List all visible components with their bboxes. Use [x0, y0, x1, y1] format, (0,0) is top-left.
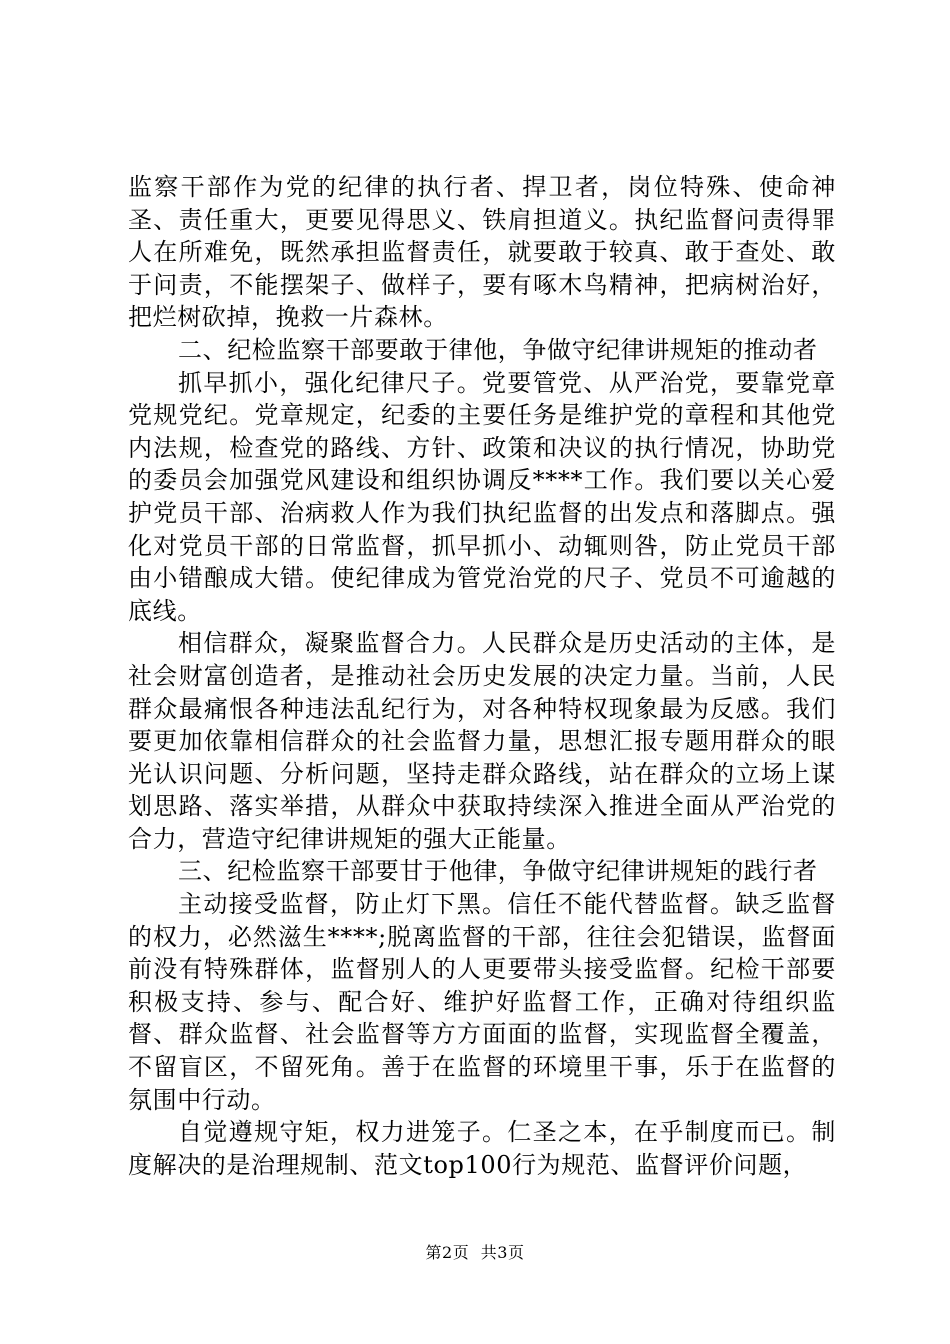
- page-footer: [0, 1243, 950, 1263]
- section-heading: 三、纪检监察干部要甘于他律，争做守纪律讲规矩的践行者: [178, 857, 818, 886]
- paragraph: 抓早抓小，强化纪律尺子。党要管党、从严治党，要靠党章党规党纪。党章规定，纪委的主要任务是维护党的章程和其他党内法规，检查党的路线、方针、政策和决议的执行情况，协助党的委员会加强党风建设和组织协调反****工作。我们要以关心爱护党员干部、治病救人作为我们执纪监督的出发点和落脚点。强化对党员干部的日常监督，抓早抓小、动辄则咎，防止党员干部由小错酿成大错。使纪律成为管党治党的尺子、党员不可逾越的底线。: [128, 368, 836, 625]
- page-total: 共3页: [480, 1243, 525, 1262]
- paragraph: 相信群众，凝聚监督合力。人民群众是历史活动的主体，是社会财富创造者，是推动社会历史发展的决定力量。当前，人民群众最痛恨各种违法乱纪行为，对各种特权现象最为反感。我们要更加依靠相信群众的社会监督力量，思想汇报专题用群众的眼光认识问题、分析问题，坚持走群众路线，站在群众的立场上谋划思路、落实举措，从群众中获取持续深入推进全面从严治党的合力，营造守纪律讲规矩的强大正能量。: [128, 629, 836, 853]
- paragraph: 监察干部作为党的纪律的执行者、捍卫者，岗位特殊、使命神圣、责任重大，更要见得思义、铁肩担道义。执纪监督问责得罪人在所难免，既然承担监督责任，就要敢于较真、敢于查处、敢于问责，不能摆架子、做样子，要有啄木鸟精神，把病树治好，把烂树砍掉，挽救一片森林。: [128, 173, 836, 332]
- paragraph: 主动接受监督，防止灯下黑。信任不能代替监督。缺乏监督的权力，必然滋生****;脱离监督的干部，往往会犯错误，监督面前没有特殊群体，监督别人的人更要带头接受监督。纪检干部要积极支持、参与、配合好、维护好监督工作，正确对待组织监督、群众监督、社会监督等方方面面的监督，实现监督全覆盖，不留盲区，不留死角。善于在监督的环境里干事，乐于在监督的氛围中行动。: [128, 890, 836, 1114]
- page-number: 第2页: [425, 1243, 470, 1262]
- document-body: [128, 171, 836, 1181]
- paragraph: 自觉遵规守矩，权力进笼子。仁圣之本，在乎制度而已。制度解决的是治理规制、范文top100行为规范、监督评价问题，: [128, 1118, 836, 1179]
- section-heading: 二、纪检监察干部要敢于律他，争做守纪律讲规矩的推动者: [178, 335, 818, 364]
